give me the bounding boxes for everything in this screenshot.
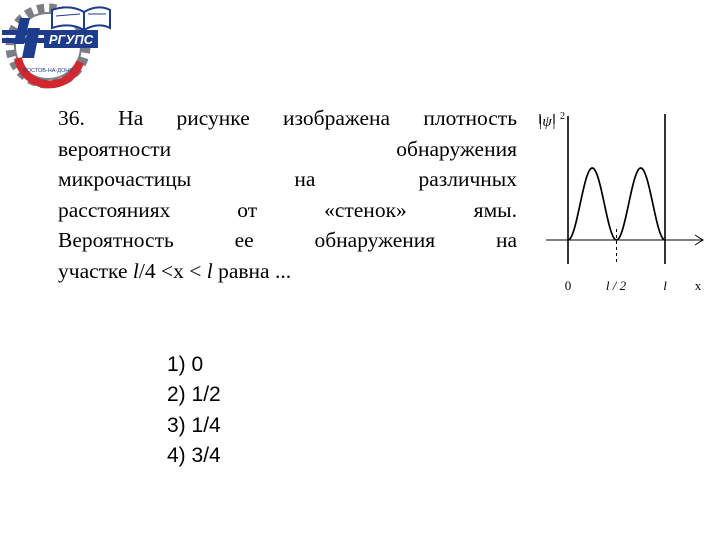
answer-option[interactable]: 2) 1/2	[167, 383, 221, 407]
question-line-4: расстояниях от «стенок» ямы.	[58, 197, 517, 222]
tick-label-half: l / 2	[605, 278, 627, 293]
logo-text: РГУПС	[48, 32, 94, 47]
answer-options	[167, 350, 221, 471]
logo-ring-text: РОСТОВ-НА-ДОНУ	[23, 68, 73, 74]
book-icon	[52, 7, 110, 30]
tick-label-zero: 0	[564, 278, 572, 293]
question-line-2: вероятности обнаружения	[58, 136, 517, 161]
question-line-6: участке l/4 <x < l равна ...	[58, 258, 292, 283]
answer-option[interactable]: 3) 1/4	[167, 413, 221, 437]
x-axis-label: x	[694, 278, 702, 293]
question-line-1: 36. На рисунке изображена плотность	[58, 106, 517, 130]
y-axis-label: |ψ|	[538, 114, 556, 130]
answer-option[interactable]: 4) 3/4	[167, 443, 221, 467]
question-line-5: Вероятность ее обнаружения на	[58, 228, 517, 253]
question-line-3: микрочастицы на различных	[58, 167, 517, 192]
question-number: 36.	[58, 106, 85, 130]
rgups-logo	[0, 0, 112, 92]
answer-option[interactable]: 1) 0	[167, 353, 204, 376]
tick-label-l: l	[663, 278, 667, 293]
probability-density-graph	[532, 104, 712, 300]
y-axis-label-exponent: 2	[560, 111, 565, 122]
question-text	[58, 103, 517, 287]
